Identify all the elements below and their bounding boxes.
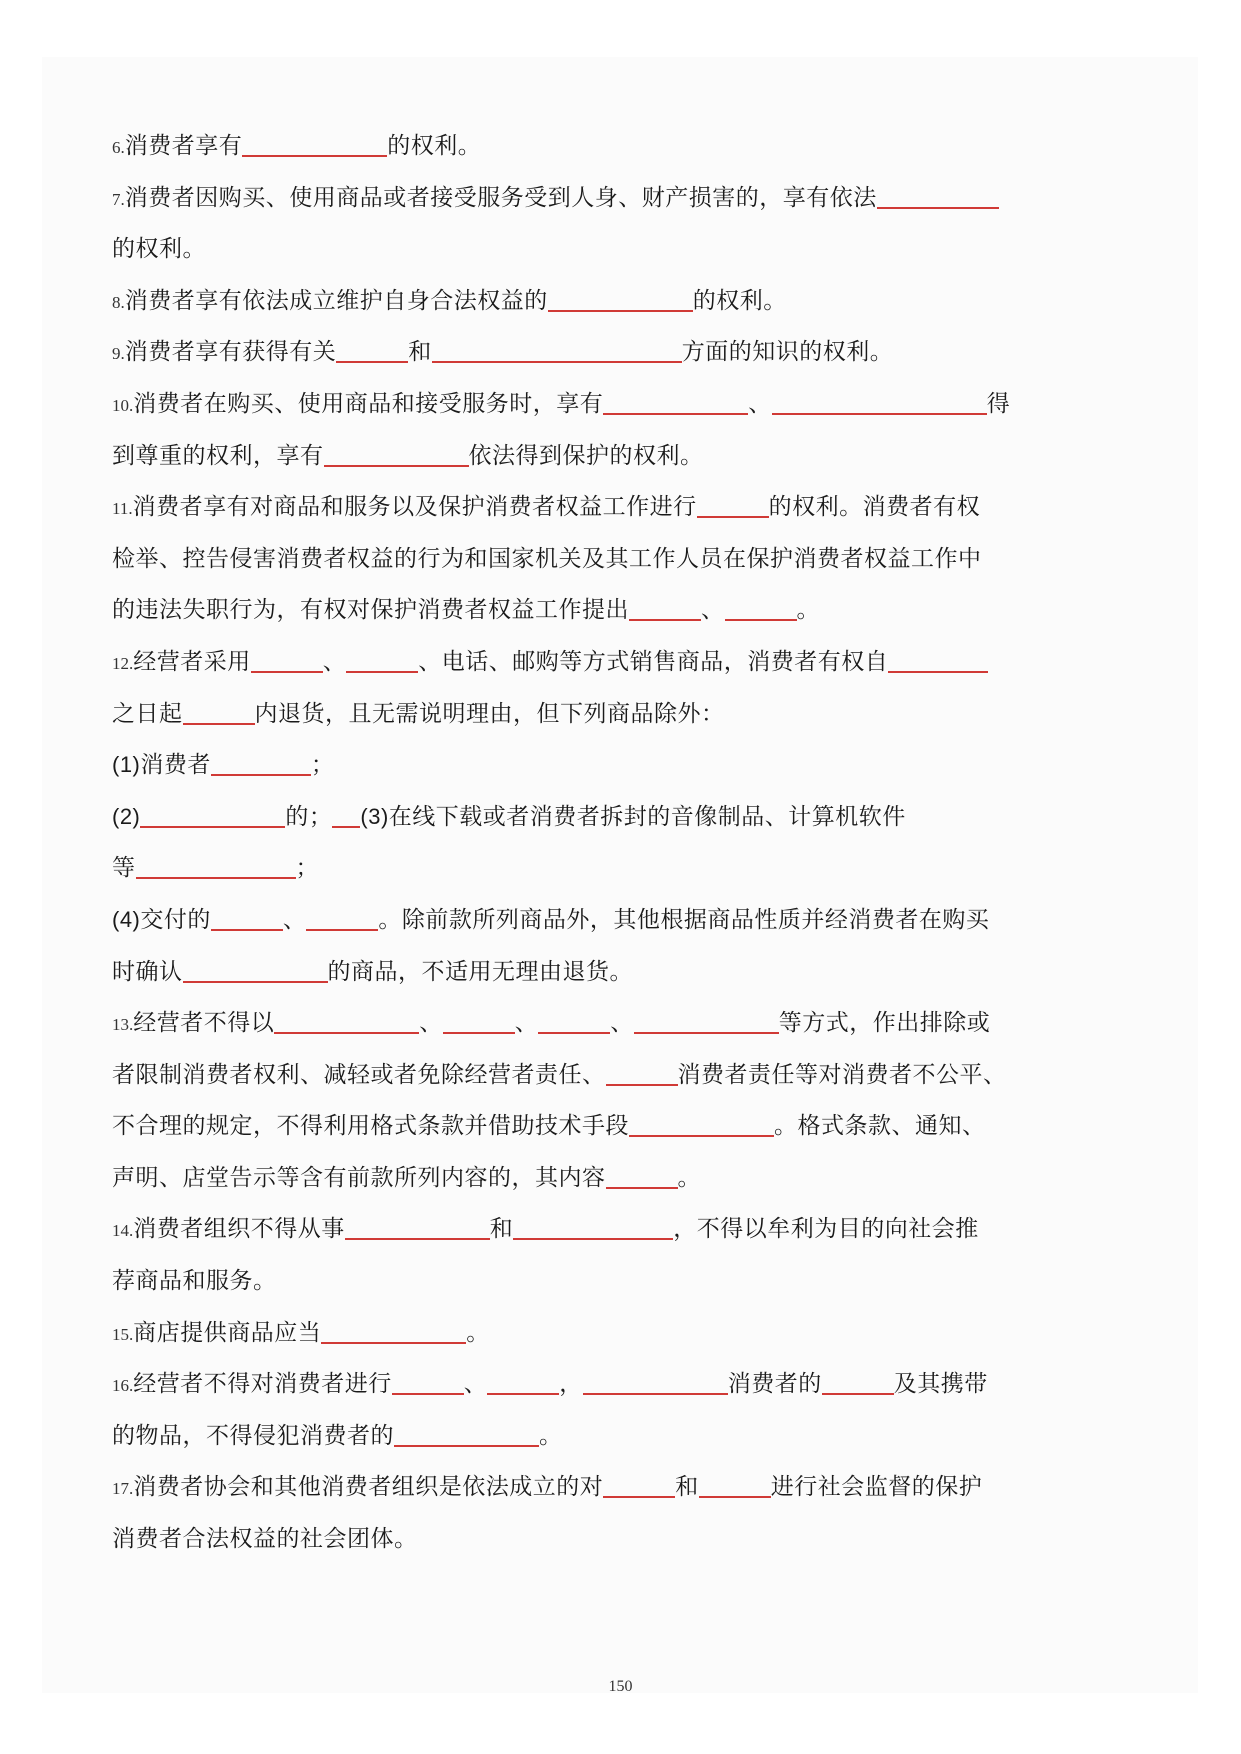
text-line [112, 901, 1132, 953]
fill-in-blank[interactable] [697, 490, 769, 518]
question-text: 和 [408, 339, 432, 366]
question-text: 。 [677, 1164, 701, 1191]
question-text: 的权利。 [692, 287, 787, 314]
question-text: 检举、控告侵害消费者权益的行为和国家机关及其工作人员在保护消费者权益工作中 [112, 545, 982, 572]
text-line [112, 1262, 1132, 1314]
text-line [112, 849, 1132, 901]
text-line [112, 1365, 1132, 1417]
question-text: 内退货，且无需说明理由，但下列商品除外： [254, 700, 725, 727]
question-text: 。 [466, 1319, 490, 1346]
question-text: 的权利。 [112, 236, 206, 263]
fill-in-blank[interactable] [242, 129, 387, 157]
fill-in-blank[interactable] [888, 645, 988, 673]
fill-in-blank[interactable] [548, 284, 693, 312]
item-marker: (3) [360, 803, 389, 829]
question-text: 消费者享有依法成立维护自身合法权益的 [124, 287, 548, 314]
fill-in-blank[interactable] [725, 593, 797, 621]
question-text: 不合理的规定，不得利用格式条款并借助技术手段 [112, 1113, 629, 1140]
question-text: 消费者的 [727, 1371, 822, 1398]
question-text: 等 [112, 855, 136, 882]
text-line [112, 953, 1132, 1005]
text-line [112, 540, 1132, 592]
question-text: 、 [701, 597, 725, 624]
question-text: 消费者享有 [124, 133, 243, 159]
question-number: 11. [112, 499, 133, 519]
question-text: ，不得以牟利为目的向社会推 [673, 1216, 979, 1243]
fill-in-blank[interactable] [183, 955, 328, 983]
question-number: 14. [112, 1221, 134, 1241]
question-number: 16. [112, 1376, 134, 1396]
question-number: 15. [112, 1324, 134, 1344]
fill-in-blank[interactable] [392, 1367, 464, 1395]
fill-in-blank[interactable] [321, 1316, 466, 1344]
question-text: 消费者在购买、使用商品和接受服务时，享有 [133, 390, 604, 417]
text-line [112, 1468, 1132, 1520]
question-text: 消费者组织不得从事 [133, 1216, 345, 1243]
item-marker: (4) [112, 906, 141, 932]
text-line [112, 282, 1132, 334]
fill-in-blank[interactable] [538, 1006, 610, 1034]
text-line [112, 488, 1132, 540]
fill-in-blank[interactable] [629, 593, 701, 621]
fill-in-blank[interactable] [211, 903, 283, 931]
fill-in-blank[interactable] [487, 1367, 559, 1395]
question-text: ， [559, 1371, 583, 1398]
question-text: 。 [796, 597, 820, 624]
fill-in-blank[interactable] [603, 387, 748, 415]
fill-in-blank[interactable] [324, 439, 469, 467]
question-text: 经营者不得对消费者进行 [133, 1371, 392, 1398]
question-text: 消费者责任等对消费者不公平、 [677, 1061, 1007, 1088]
fill-in-blank[interactable] [877, 181, 999, 209]
item-marker: (1) [112, 752, 141, 778]
text-line [112, 1004, 1132, 1056]
question-text: 的权利。消费者有权 [768, 494, 981, 521]
question-text: 等方式，作出排除或 [778, 1010, 991, 1037]
question-text: ； [295, 855, 319, 882]
text-line [112, 385, 1132, 437]
text-line [112, 333, 1132, 385]
text-line [112, 1107, 1132, 1159]
fill-in-blank[interactable] [332, 800, 360, 828]
fill-in-blank[interactable] [513, 1212, 673, 1240]
question-text: 的违法失职行为，有权对保护消费者权益工作提出 [112, 597, 629, 624]
question-list [112, 127, 1132, 1572]
question-text: 荐商品和服务。 [112, 1268, 277, 1295]
question-number: 8. [112, 292, 125, 312]
question-text: 在线下载或者消费者拆封的音像制品、计算机软件 [388, 803, 906, 830]
question-text: ； [310, 752, 335, 779]
text-line [112, 1314, 1132, 1366]
question-text: 和 [489, 1216, 514, 1243]
question-text: 的权利。 [387, 133, 482, 159]
question-text: 经营者采用 [133, 648, 251, 675]
question-text: 。格式条款、通知、 [774, 1113, 986, 1140]
text-line [112, 1210, 1132, 1262]
fill-in-blank[interactable] [274, 1006, 419, 1034]
question-text: 之日起 [112, 700, 183, 727]
fill-in-blank[interactable] [606, 1161, 678, 1189]
question-text: 和 [675, 1474, 699, 1501]
fill-in-blank[interactable] [336, 335, 408, 363]
question-text: 。 [539, 1422, 563, 1449]
question-number: 9. [112, 344, 125, 364]
text-line [112, 1417, 1132, 1469]
question-text: 、 [463, 1371, 488, 1398]
question-text: 声明、店堂告示等含有前款所列内容的，其内容 [112, 1164, 606, 1191]
fill-in-blank[interactable] [394, 1419, 539, 1447]
fill-in-blank[interactable] [211, 748, 311, 776]
question-text: 得 [986, 390, 1011, 417]
text-line [112, 437, 1132, 489]
question-text: 、 [282, 906, 307, 933]
fill-in-blank[interactable] [251, 645, 323, 673]
question-text: 、 [322, 648, 347, 675]
text-line [112, 695, 1132, 747]
fill-in-blank[interactable] [822, 1367, 894, 1395]
text-line [112, 230, 1132, 282]
question-text: 到尊重的权利，享有 [112, 442, 324, 469]
question-text: 方面的知识的权利。 [681, 339, 894, 366]
question-number: 6. [112, 138, 125, 157]
text-line [112, 1520, 1132, 1572]
question-text: 的商品，不适用无理由退货。 [327, 958, 633, 985]
question-number: 7. [112, 189, 125, 209]
fill-in-blank[interactable] [306, 903, 378, 931]
question-number: 10. [112, 395, 134, 415]
question-text: 消费者因购买、使用商品或者接受服务受到人身、财产损害的，享有依法 [124, 184, 877, 211]
fill-in-blank[interactable] [432, 335, 682, 363]
fill-in-blank[interactable] [583, 1367, 728, 1395]
question-text: 消费者合法权益的社会团体。 [112, 1526, 418, 1553]
fill-in-blank[interactable] [346, 645, 418, 673]
fill-in-blank[interactable] [603, 1470, 675, 1498]
question-text: 的； [285, 803, 333, 830]
text-line [112, 127, 1132, 179]
question-text: 消费者享有对商品和服务以及保护消费者权益工作进行 [132, 494, 697, 521]
question-text: 经营者不得以 [133, 1010, 275, 1037]
text-line [112, 746, 1132, 798]
text-line [112, 1056, 1132, 1108]
question-text: 消费者协会和其他消费者组织是依法成立的对 [133, 1474, 604, 1501]
question-text: 、 [419, 1010, 443, 1037]
question-number: 12. [112, 653, 134, 673]
page-number: 150 [608, 1678, 633, 1695]
fill-in-blank[interactable] [443, 1006, 515, 1034]
question-text: 、电话、邮购等方式销售商品，消费者有权自 [418, 648, 889, 675]
fill-in-blank[interactable] [772, 387, 987, 415]
fill-in-blank[interactable] [629, 1109, 774, 1137]
question-text: 及其携带 [893, 1371, 988, 1398]
question-number: 17. [112, 1479, 134, 1499]
text-line [112, 179, 1132, 231]
question-number: 13. [112, 1015, 134, 1035]
question-text: 交付的 [140, 906, 211, 933]
fill-in-blank[interactable] [345, 1212, 490, 1240]
question-text: 进行社会监督的保护 [770, 1474, 983, 1501]
fill-in-blank[interactable] [606, 1058, 678, 1086]
question-text: 消费者 [140, 752, 211, 779]
text-line [112, 1159, 1132, 1211]
text-line [112, 591, 1132, 643]
fill-in-blank[interactable] [136, 851, 296, 879]
question-text: 。除前款所列商品外，其他根据商品性质并经消费者在购买 [378, 906, 990, 933]
fill-in-blank[interactable] [183, 697, 255, 725]
item-marker: (2) [112, 803, 141, 829]
question-text: 时确认 [112, 958, 183, 985]
question-text: 、 [610, 1010, 634, 1037]
question-text: 消费者享有获得有关 [124, 339, 337, 366]
fill-in-blank[interactable] [140, 800, 285, 828]
question-text: 者限制消费者权利、减轻或者免除经营者责任、 [112, 1061, 606, 1088]
question-text: 依法得到保护的权利。 [468, 442, 704, 469]
fill-in-blank[interactable] [634, 1006, 779, 1034]
question-text: 的物品，不得侵犯消费者的 [112, 1422, 394, 1449]
question-text: 商店提供商品应当 [133, 1319, 322, 1346]
fill-in-blank[interactable] [699, 1470, 771, 1498]
text-line [112, 643, 1132, 695]
question-text: 、 [514, 1010, 539, 1037]
question-text: 、 [748, 390, 772, 417]
text-line [112, 798, 1132, 850]
